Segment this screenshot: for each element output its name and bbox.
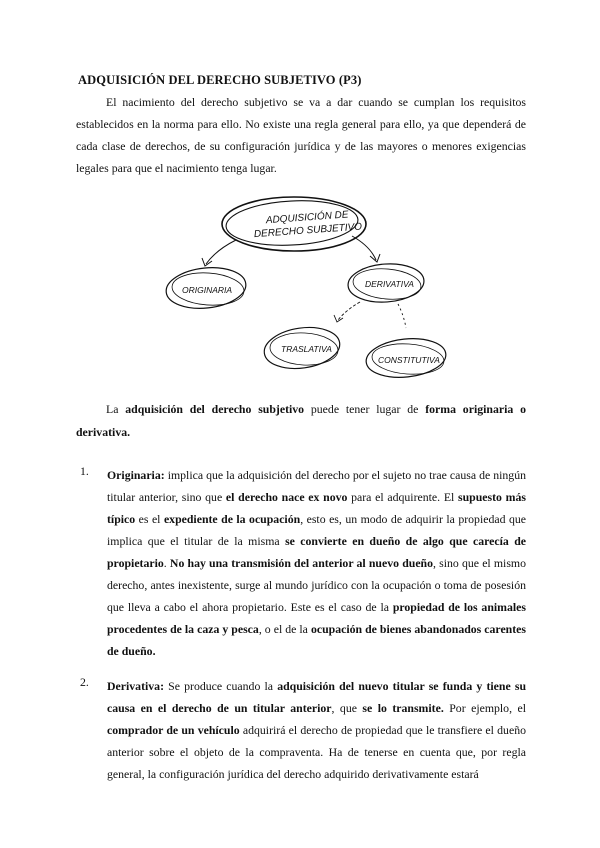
item1-bold-4: expediente de la ocupación xyxy=(163,512,301,526)
types-text-1: La xyxy=(106,402,126,416)
item1-bold-5: se convierte en dueño de algo que carecía de propietario xyxy=(107,534,526,570)
types-paragraph xyxy=(76,398,526,444)
item2-bold-3: se lo transmite. xyxy=(362,701,444,715)
arrow-to-constitutiva xyxy=(398,304,406,328)
item1-bold-7: propiedad de los animales procedentes de la caza y pesca xyxy=(107,600,526,636)
types-bold-2: forma originaria o derivativa. xyxy=(76,402,526,439)
arrow-to-traslativa xyxy=(338,302,360,320)
page-title: ADQUISICIÓN DEL DERECHO SUBJETIVO (P3) xyxy=(78,73,362,87)
root-label-line2: DERECHO SUBJETIVO xyxy=(253,221,363,241)
item2-text-4: adquirirá el derecho de propiedad que le transfiere el dueño anterior sobre el objeto de la compraventa. Ha de tenerse en cuenta que, por regla general, la configuración jurídica del derecho adquirido derivativamente estará xyxy=(107,723,526,781)
item1-text-5: . xyxy=(163,556,170,570)
item1-text-2: para el adquirente. El xyxy=(347,490,459,504)
list-item-text xyxy=(107,464,526,662)
item1-text-7: , o el de la xyxy=(258,622,311,636)
types-text-2: puede tener lugar de xyxy=(304,402,426,416)
item1-text-1: implica que la adquisición del derecho por el sujeto no trae causa de ningún titular anterior, sino que xyxy=(107,468,526,504)
list-number: 1. xyxy=(80,464,89,478)
constitutiva-label: CONSTITUTIVA xyxy=(378,355,440,365)
item1-bold-2: el derecho nace ex novo xyxy=(225,490,348,504)
item1-bold-1: Originaria: xyxy=(107,468,165,482)
root-label-line1: ADQUISICIÓN DE xyxy=(265,209,349,227)
item1-text-6: , sino que el mismo derecho, antes inexistente, surge al mundo jurídico con la ocupación o toma de posesión que lleva a cabo el ahora propietario. Este es el caso de la xyxy=(107,556,526,614)
item2-bold-1: Derivativa: xyxy=(107,679,164,693)
arrow-to-derivativa xyxy=(352,236,376,260)
item1-text-3: es el xyxy=(135,512,164,526)
item1-bold-8: ocupación de bienes abandonados carentes de dueño. xyxy=(107,622,526,658)
derivativa-label: DERIVATIVA xyxy=(365,279,414,289)
intro-paragraph: El nacimiento del derecho subjetivo se va a dar cuando se cumplan los requisitos establecidos en la norma para ello. No existe una regla general para ello, ya que dependerá de cada clase de derechos, de su configuración jurídica y de las mayores o menores exigencias legales para que el nacimiento tenga lugar. xyxy=(76,95,526,175)
item2-text-3: Por ejemplo, el xyxy=(443,701,526,715)
item2-text-2: , que xyxy=(331,701,363,715)
types-bold-1: adquisición del derecho subjetivo xyxy=(125,402,305,416)
list-number: 2. xyxy=(80,675,89,689)
item1-bold-3: supuesto más típico xyxy=(107,490,526,526)
item2-text-1: Se produce cuando la xyxy=(164,679,278,693)
arrow-to-originaria xyxy=(206,240,236,264)
item1-bold-6: No hay una transmisión del anterior al nuevo dueño xyxy=(169,556,434,570)
item2-bold-2: adquisición del nuevo titular se funda y tiene su causa en el derecho de un titular anterior xyxy=(107,679,527,715)
arrow-head-traslativa xyxy=(334,315,343,322)
item2-bold-4: comprador de un vehículo xyxy=(107,723,240,737)
classification-diagram xyxy=(158,188,448,388)
item1-text-4: , esto es, un modo de adquirir la propiedad que implica que el titular de la misma xyxy=(107,512,526,548)
originaria-label: ORIGINARIA xyxy=(182,285,233,295)
traslativa-label: TRASLATIVA xyxy=(281,344,332,354)
list-item-text xyxy=(107,675,526,785)
